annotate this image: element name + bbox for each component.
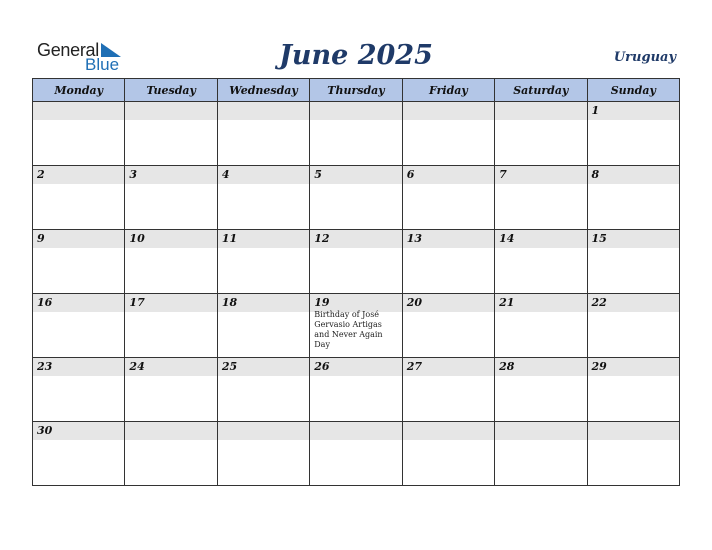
country-label: Uruguay — [613, 50, 676, 65]
logo-text-blue: Blue — [85, 55, 120, 74]
day-cell — [125, 166, 217, 230]
day-cell — [33, 422, 125, 486]
day-cell — [495, 358, 587, 422]
weekday-header: Sunday — [587, 79, 679, 102]
day-cell — [402, 358, 494, 422]
day-number — [218, 422, 309, 440]
day-number: 1 — [588, 102, 679, 120]
day-number: 26 — [310, 358, 401, 376]
day-number — [403, 422, 494, 440]
weekday-header: Monday — [33, 79, 125, 102]
day-number — [495, 102, 586, 120]
day-number: 13 — [403, 230, 494, 248]
day-number — [403, 102, 494, 120]
week-row — [33, 166, 680, 230]
day-number: 5 — [310, 166, 401, 184]
day-number: 30 — [33, 422, 124, 440]
day-cell — [587, 102, 679, 166]
logo-text-general: General — [37, 40, 99, 60]
day-number — [125, 422, 216, 440]
day-cell — [402, 230, 494, 294]
day-cell — [587, 422, 679, 486]
day-number: 9 — [33, 230, 124, 248]
day-cell — [217, 358, 309, 422]
day-number — [588, 422, 679, 440]
day-cell — [33, 102, 125, 166]
day-number: 8 — [588, 166, 679, 184]
day-cell — [495, 230, 587, 294]
day-cell — [217, 102, 309, 166]
day-number — [310, 102, 401, 120]
day-cell — [217, 166, 309, 230]
day-cell — [402, 294, 494, 358]
day-cell — [33, 230, 125, 294]
weekday-header: Saturday — [495, 79, 587, 102]
day-number: 2 — [33, 166, 124, 184]
day-number: 27 — [403, 358, 494, 376]
week-row — [33, 294, 680, 358]
day-number: 16 — [33, 294, 124, 312]
day-number — [218, 102, 309, 120]
day-cell — [495, 102, 587, 166]
day-number: 6 — [403, 166, 494, 184]
day-number: 29 — [588, 358, 679, 376]
day-cell — [125, 294, 217, 358]
day-number: 22 — [588, 294, 679, 312]
day-cell — [125, 230, 217, 294]
day-cell — [310, 230, 402, 294]
calendar-title: June 2025 — [279, 40, 433, 71]
day-number — [125, 102, 216, 120]
day-cell — [495, 166, 587, 230]
day-cell — [310, 102, 402, 166]
day-number: 12 — [310, 230, 401, 248]
day-number: 15 — [588, 230, 679, 248]
calendar-grid — [32, 78, 680, 486]
day-cell — [217, 230, 309, 294]
day-cell — [587, 166, 679, 230]
week-row — [33, 230, 680, 294]
day-cell — [310, 294, 402, 358]
day-number — [310, 422, 401, 440]
day-cell — [33, 166, 125, 230]
day-cell — [217, 422, 309, 486]
day-number: 21 — [495, 294, 586, 312]
day-cell — [587, 294, 679, 358]
day-cell — [217, 294, 309, 358]
day-cell — [587, 230, 679, 294]
day-cell — [125, 422, 217, 486]
weekday-header: Tuesday — [125, 79, 217, 102]
week-row — [33, 358, 680, 422]
day-number: 24 — [125, 358, 216, 376]
day-number: 25 — [218, 358, 309, 376]
day-number: 18 — [218, 294, 309, 312]
holiday-event: Birthday of José Gervasio Artigas and Never Again Day — [314, 310, 383, 349]
day-number — [495, 422, 586, 440]
day-number: 17 — [125, 294, 216, 312]
day-cell — [402, 102, 494, 166]
day-cell — [402, 422, 494, 486]
day-cell — [587, 358, 679, 422]
day-cell — [310, 358, 402, 422]
day-cell — [495, 422, 587, 486]
day-cell — [125, 102, 217, 166]
weekday-header: Friday — [402, 79, 494, 102]
day-number: 19 — [310, 294, 401, 312]
day-number: 4 — [218, 166, 309, 184]
day-cell — [33, 358, 125, 422]
day-cell — [495, 294, 587, 358]
weekday-header: Wednesday — [217, 79, 309, 102]
day-number: 3 — [125, 166, 216, 184]
weekday-header: Thursday — [310, 79, 402, 102]
day-cell — [125, 358, 217, 422]
day-number: 28 — [495, 358, 586, 376]
week-row — [33, 102, 680, 166]
day-number: 14 — [495, 230, 586, 248]
week-row — [33, 422, 680, 486]
day-number: 10 — [125, 230, 216, 248]
day-cell — [33, 294, 125, 358]
day-number: 11 — [218, 230, 309, 248]
day-cell — [402, 166, 494, 230]
weekday-header-row — [33, 79, 680, 102]
day-number: 20 — [403, 294, 494, 312]
day-number: 23 — [33, 358, 124, 376]
day-number — [33, 102, 124, 120]
day-cell — [310, 422, 402, 486]
day-number: 7 — [495, 166, 586, 184]
day-cell — [310, 166, 402, 230]
